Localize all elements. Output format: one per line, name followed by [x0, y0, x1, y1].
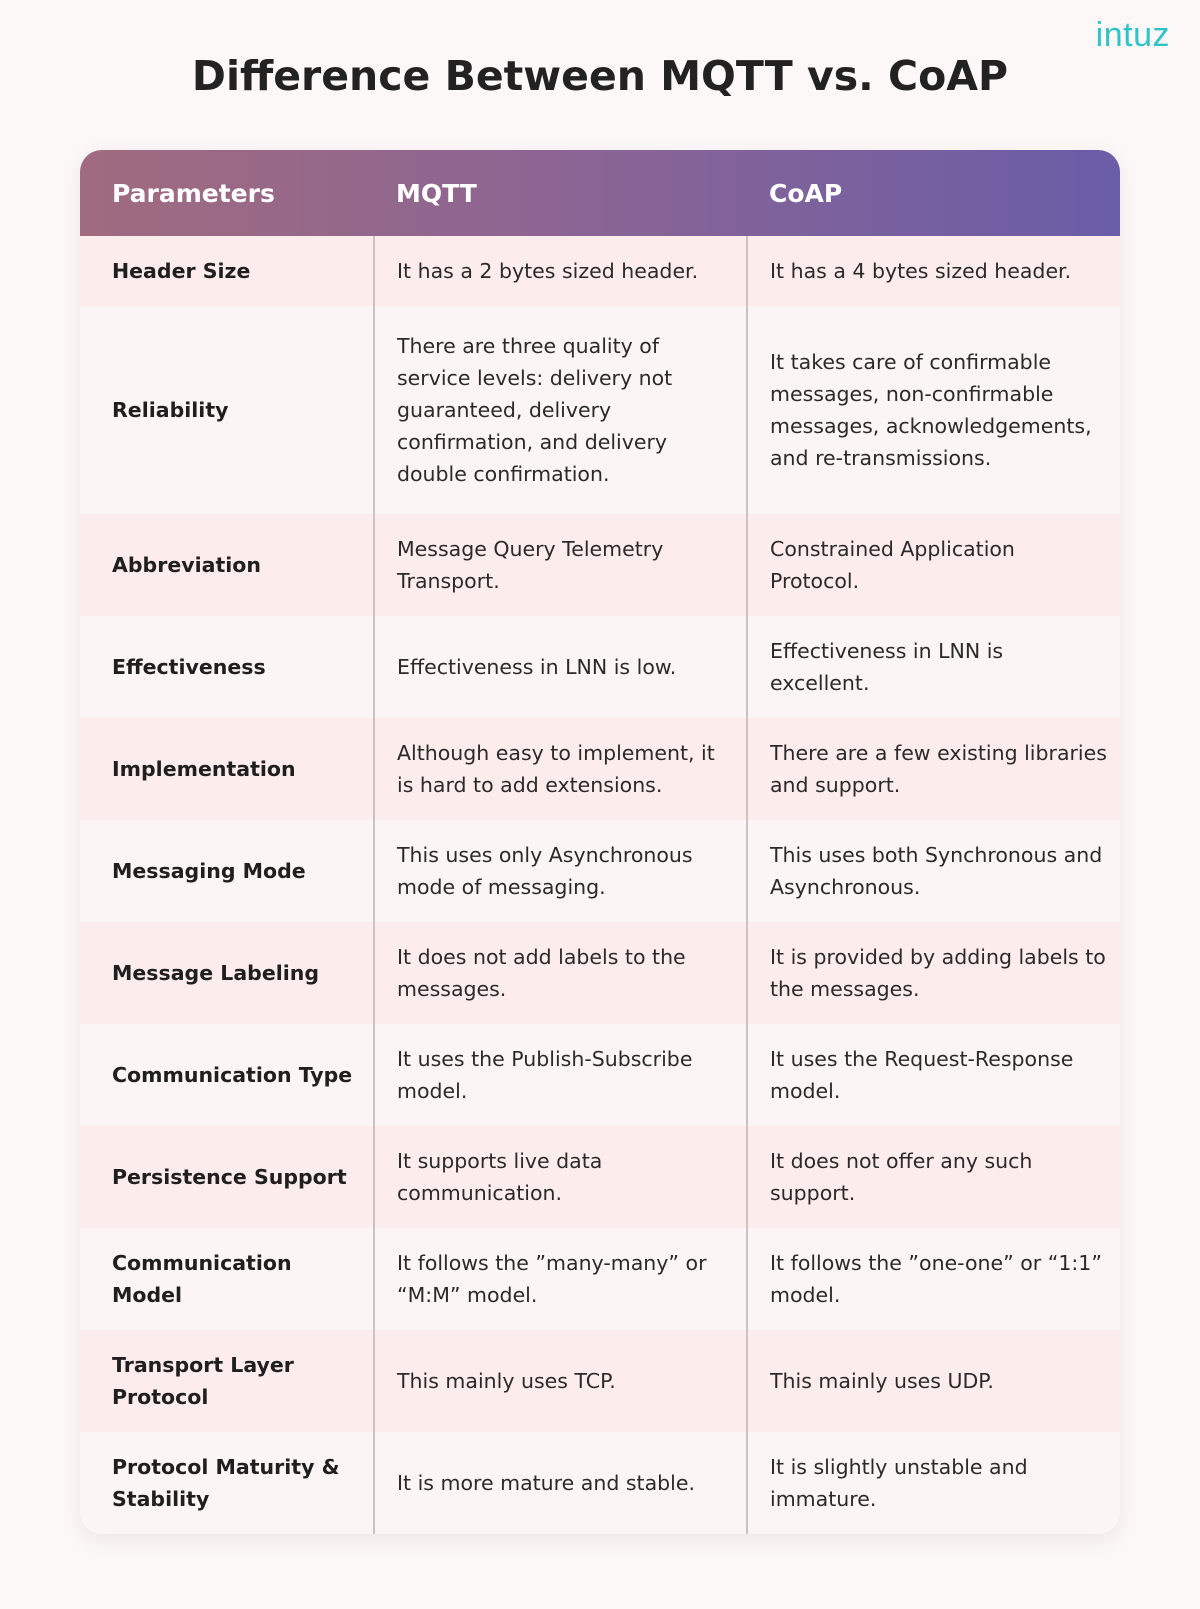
mqtt-cell: It uses the Publish-Subscribe model.: [374, 1024, 747, 1126]
table-row: [80, 306, 1120, 514]
coap-cell: It takes care of confirmable messages, non-confirmable messages, acknowledgements, and re-transmissions.: [747, 306, 1120, 514]
mqtt-cell: This mainly uses TCP.: [374, 1330, 747, 1432]
parameter-cell: Message Labeling: [112, 961, 320, 985]
mqtt-cell: There are three quality of service levels: delivery not guaranteed, delivery confirmation, and delivery double confirmation.: [374, 306, 747, 514]
table-row: [80, 514, 1120, 616]
table-row: [80, 1024, 1120, 1126]
table-row: [80, 922, 1120, 1024]
header-mqtt: MQTT: [396, 178, 477, 208]
table-row: [80, 1126, 1120, 1228]
mqtt-cell: Effectiveness in LNN is low.: [374, 616, 747, 718]
parameter-cell: Messaging Mode: [112, 859, 306, 883]
mqtt-cell: It follows the ”many-many” or “M:M” model.: [374, 1228, 747, 1330]
parameter-cell: Implementation: [112, 757, 296, 781]
table-row: [80, 1228, 1120, 1330]
mqtt-cell: It does not add labels to the messages.: [374, 922, 747, 1024]
parameter-cell: Effectiveness: [112, 655, 266, 679]
coap-cell: It does not offer any such support.: [747, 1126, 1120, 1228]
comparison-table-card: [80, 150, 1120, 1534]
parameter-cell: Communication Model: [112, 1251, 292, 1307]
coap-cell: There are a few existing libraries and support.: [747, 718, 1120, 820]
coap-cell: It is slightly unstable and immature.: [747, 1432, 1120, 1534]
coap-cell: It follows the ”one-one” or “1:1” model.: [747, 1228, 1120, 1330]
table-row: [80, 616, 1120, 718]
table-header-row: [80, 150, 1120, 236]
header-parameters: Parameters: [112, 178, 275, 208]
coap-cell: It uses the Request-Response model.: [747, 1024, 1120, 1126]
parameter-cell: Communication Type: [112, 1063, 353, 1087]
table-row: [80, 1432, 1120, 1534]
coap-cell: This mainly uses UDP.: [747, 1330, 1120, 1432]
mqtt-cell: Message Query Telemetry Transport.: [374, 514, 747, 616]
parameter-cell: Transport Layer Protocol: [112, 1353, 294, 1409]
parameter-cell: Persistence Support: [112, 1165, 347, 1189]
brand-logo: intuz: [1095, 16, 1170, 54]
parameter-cell: Header Size: [112, 259, 251, 283]
comparison-table: [80, 150, 1120, 1534]
coap-cell: It has a 4 bytes sized header.: [747, 236, 1120, 306]
page-title: Difference Between MQTT vs. CoAP: [191, 52, 1009, 100]
table-row: [80, 1330, 1120, 1432]
coap-cell: It is provided by adding labels to the messages.: [747, 922, 1120, 1024]
coap-cell: Constrained Application Protocol.: [747, 514, 1120, 616]
table-row: [80, 820, 1120, 922]
coap-cell: This uses both Synchronous and Asynchronous.: [747, 820, 1120, 922]
coap-cell: Effectiveness in LNN is excellent.: [747, 616, 1120, 718]
mqtt-cell: It supports live data communication.: [374, 1126, 747, 1228]
mqtt-cell: It is more mature and stable.: [374, 1432, 747, 1534]
table-row: [80, 236, 1120, 306]
parameter-cell: Abbreviation: [112, 553, 261, 577]
mqtt-cell: Although easy to implement, it is hard to add extensions.: [374, 718, 747, 820]
table-row: [80, 718, 1120, 820]
mqtt-cell: It has a 2 bytes sized header.: [374, 236, 747, 306]
mqtt-cell: This uses only Asynchronous mode of messaging.: [374, 820, 747, 922]
header-coap: CoAP: [769, 178, 843, 208]
parameter-cell: Protocol Maturity & Stability: [112, 1455, 340, 1511]
parameter-cell: Reliability: [112, 398, 229, 422]
